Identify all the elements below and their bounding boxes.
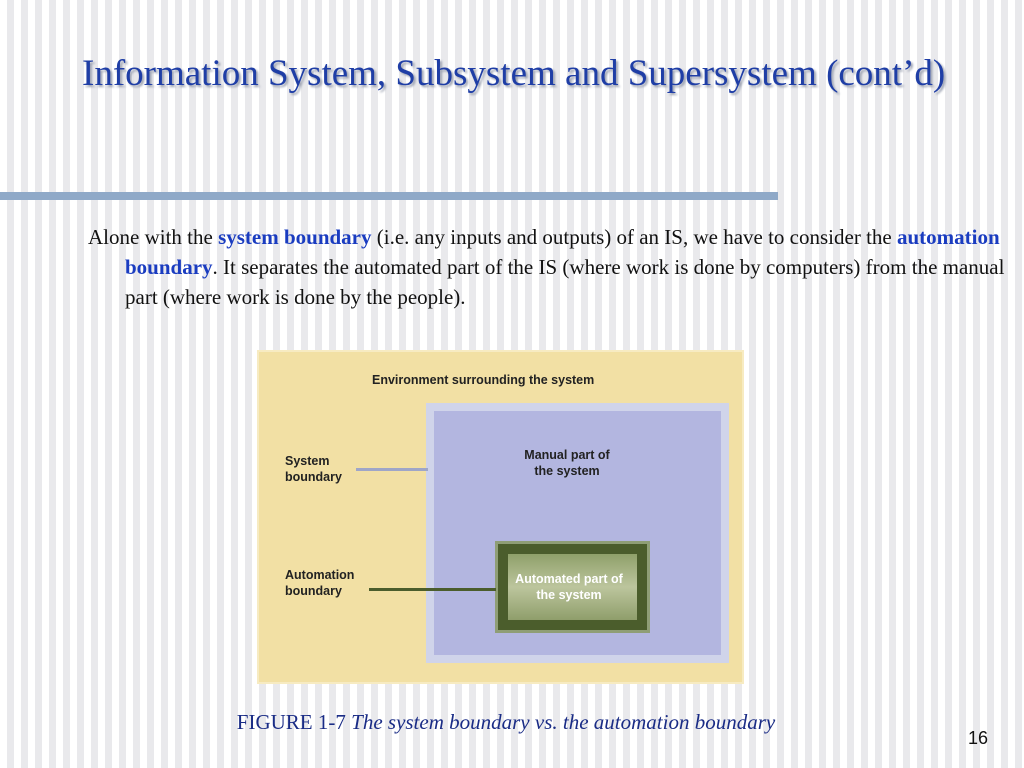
- automated-part-label: [503, 571, 635, 603]
- manual-label-line-2: the system: [534, 464, 600, 478]
- body-text-part-3: . It separates the automated part of the IS (where work is done by computers) from the manual part (where work is done by the people).: [125, 255, 1005, 309]
- term-automation-boundary: automation boundary: [125, 225, 1000, 279]
- title-divider: [0, 192, 778, 200]
- auto-label-line-2: the system: [536, 588, 602, 602]
- automation-boundary-line-1: Automation: [285, 568, 355, 582]
- automation-boundary-line-2: boundary: [285, 584, 342, 598]
- body-text-part-2: (i.e. any inputs and outputs) of an IS, we have to consider the: [371, 225, 897, 249]
- system-boundary-label: [285, 453, 342, 485]
- system-boundary-line-2: boundary: [285, 470, 342, 484]
- manual-part-label: [497, 447, 637, 479]
- term-system-boundary: system boundary: [218, 225, 372, 249]
- manual-label-line-1: Manual part of: [524, 448, 610, 462]
- automation-boundary-pointer: [369, 588, 496, 591]
- environment-label: Environment surrounding the system: [372, 373, 595, 387]
- system-boundary-figure: [257, 350, 744, 684]
- body-text-part-1: Alone with the: [88, 225, 219, 249]
- caption-label: FIGURE 1-7: [236, 710, 352, 734]
- automation-boundary-label: [285, 567, 354, 599]
- body-paragraph: [88, 222, 1024, 312]
- system-boundary-line-1: System: [285, 454, 330, 468]
- figure-caption: [0, 710, 1011, 735]
- auto-label-line-1: Automated part of: [515, 572, 623, 586]
- page-number: 16: [967, 728, 988, 748]
- system-boundary-pointer: [356, 468, 428, 471]
- slide-title: Information System, Subsystem and Supersystem (cont’d): [82, 53, 946, 94]
- caption-text: The system boundary vs. the automation boundary: [351, 710, 776, 734]
